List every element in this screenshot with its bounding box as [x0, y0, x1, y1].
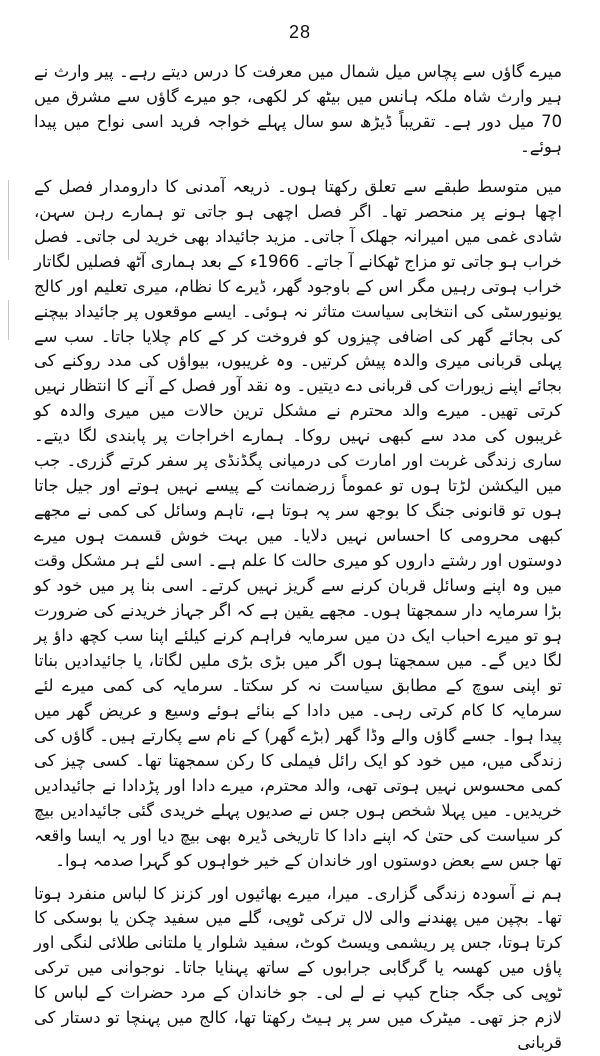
- body-text: [34, 60, 562, 1056]
- page-number: 28: [0, 22, 600, 43]
- paragraph-3: ہم نے آسودہ زندگی گزاری۔ میرا، میرے بھائیوں اور کزنز کا لباس منفرد ہوتا تھا۔ بچپن میں پھندنے والی لال ترکی ٹوپی، گلے میں سفید چکن یا بوسکی کا کرتا ہوتا، جس پر ریشمی ویسٹ کوٹ، سفید شلوار یا ملتانی طلائی لنگی اور پاؤں میں کھسہ یا گرگابی جرابوں کے ساتھ پہنایا جاتا۔ نوجوانی میں ترکی ٹوپی کی جگہ جناح کیپ نے لے لی۔ جو خاندان کے مرد حضرات کے لباس کا لازم جز تھی۔ میٹرک میں سر پر ہیٹ رکھتا تھا، کالج میں پہنچا تو دستار کی قربانی: [34, 882, 562, 1056]
- margin-mark: [8, 300, 9, 340]
- margin-mark: [8, 180, 9, 260]
- paragraph-2: میں متوسط طبقے سے تعلق رکھتا ہوں۔ ذریعہ آمدنی کا دارومدار فصل کے اچھا ہونے پر منحصر تھا۔ اگر فصل اچھی ہو جاتی تو ہمارے رہن سہن، شادی غمی میں امیرانہ جھلک آ جاتی۔ مزید جائیداد بھی خرید لی جاتی۔ فصل خراب ہو جاتی تو مزاج ٹھکانے آ جاتے۔ 1966ء کے بعد ہماری آٹھ فصلیں لگاتار خراب ہوتی رہیں مگر اس کے باوجود گھر، ڈیرے کا نظام، میری تعلیم اور کالج یونیورسٹی کی انتخابی سیاست متاثر نہ ہوئی۔ ایسے موقعوں پر جائیداد بیچنے کی بجائے گھر کی اضافی چیزوں کو فروخت کر کے کام چلایا جاتا۔ سب سے پہلی قربانی میری والدہ پیش کرتیں۔ وہ غریبوں، بیواؤں کی مدد روکنے کی بجائے اپنے زیورات کی قربانی دے دیتیں۔ وہ نقد آور فصل کے آنے کا انتظار نہیں کرتی تھیں۔ میرے والد محترم نے مشکل ترین حالات میں میری والدہ کو غریبوں کی مدد سے کبھی نہیں روکا۔ ہمارے اخراجات پر پابندی لگا دیتے۔ ساری زندگی غربت اور امارت کی درمیانی پگڈنڈی پر سفر کرتے گزری۔ جب میں الیکشن لڑتا ہوں تو عموماً زرضمانت کے پیسے نہیں ہوتے اور جیل جاتا ہوں تو قانونی جنگ کا بوجھ سر پہ ہوتا ہے، تاہم وسائل کی کمی نے مجھے کبھی محرومی کا احساس نہیں دلایا۔ میں بہت خوش قسمت ہوں میرے دوستوں اور رشتے داروں کو میری حالت کا علم ہے۔ اسی لئے ہر مشکل وقت میں وہ اپنے وسائل قربان کرنے سے گریز نہیں کرتے۔ اسی بنا پر میں خود کو بڑا سرمایہ دار سمجھتا ہوں۔ مجھے یقین ہے کہ اگر جہاز خریدنے کی ضرورت ہو تو میرے احباب ایک دن میں سرمایہ فراہم کرنے کیلئے اپنا سب کچھ داؤ پر لگا دیں گے۔ میں سمجھتا ہوں اگر میں بڑی بڑی ملیں لگاتا، یا جائیدادیں بناتا تو اپنی سوچ کے مطابق سیاست نہ کر سکتا۔ سرمایہ کی کمی میرے لئے سرمایہ کا کام کرتی رہی۔ میں دادا کے بنائے ہوئے وسیع و عریض گھر میں پیدا ہوا۔ جسے گاؤں والے وڈا گھر (بڑے گھر) کے نام سے پکارتے ہیں۔ گاؤں کی زندگی میں، میں خود کو ایک رائل فیملی کا رکن سمجھتا تھا۔ کسی چیز کی کمی محسوس نہیں ہوتی تھی، والد محترم، میرے دادا اور پڑدادا نے جائیدادیں خریدیں۔ میں پہلا شخص ہوں جس نے صدیوں پہلے خریدی گئی جائیدادیں بیچ کر سیاست کی حتیٰ کہ اپنے دادا کا تاریخی ڈیرہ بھی بیچ دیا اور یہ ایسا واقعہ تھا جس سے بعض دوستوں اور خاندان کے خیر خواہوں کو گہرا صدمہ ہوا۔: [34, 175, 562, 874]
- paragraph-1: میرے گاؤں سے پچاس میل شمال میں معرفت کا درس دیتے رہے۔ پیر وارث نے ہیر وارث شاہ ملکہ ہانس میں بیٹھ کر لکھی، جو میرے گاؤں سے مشرق میں 70 میل دور ہے۔ تقریباً ڈیڑھ سو سال پہلے خواجہ فرید اسی نواح میں پیدا ہوئے۔: [34, 60, 562, 160]
